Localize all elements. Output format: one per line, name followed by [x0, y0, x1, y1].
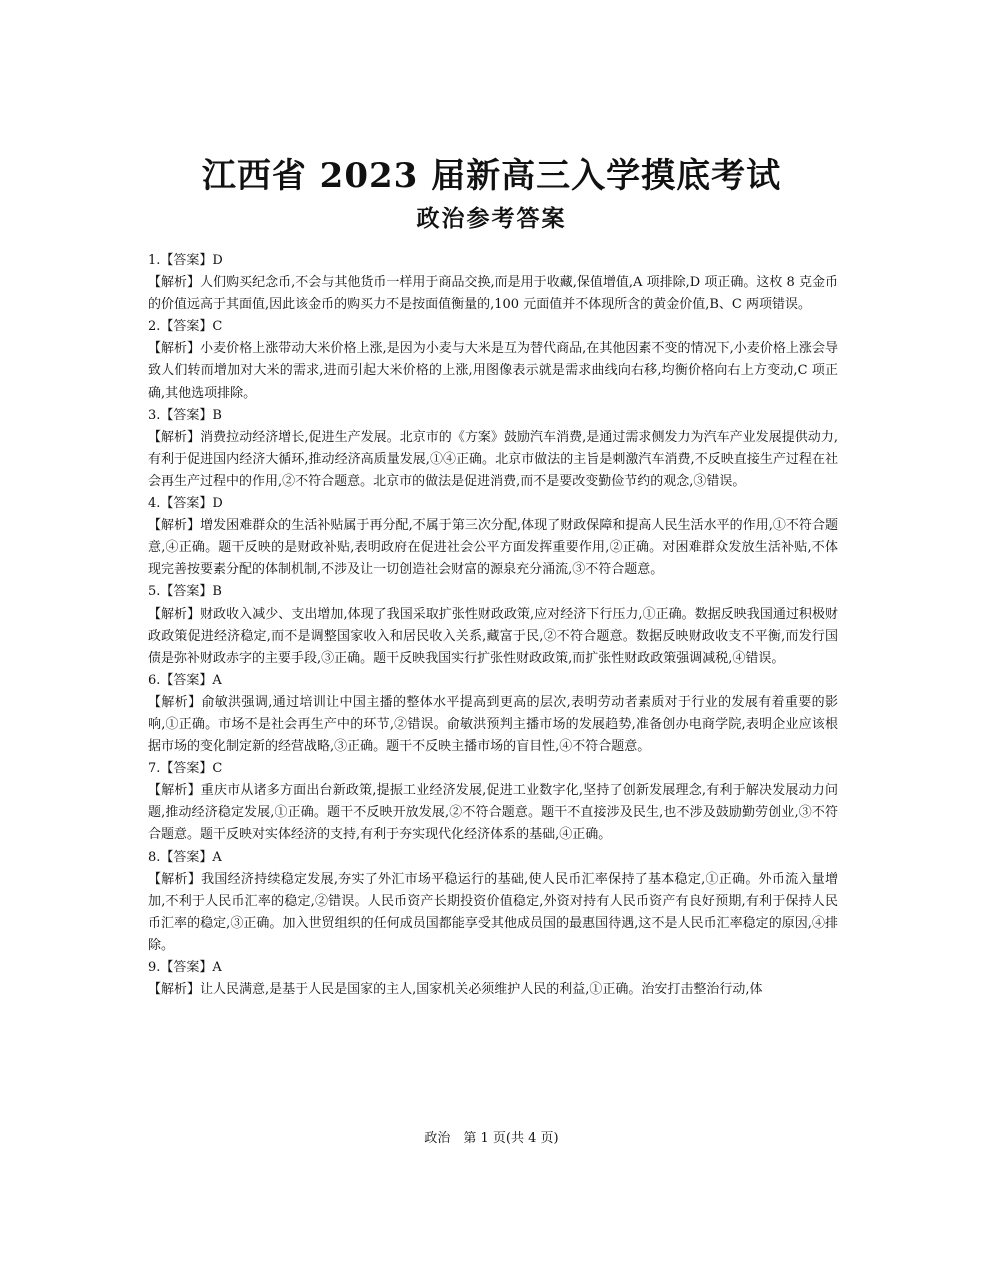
answer-line: 5.【答案】B — [148, 584, 222, 600]
answer-line: 6.【答案】A — [148, 672, 222, 688]
explanation-text: 【解析】增发困难群众的生活补贴属于再分配,不属于第三次分配,体现了财政保障和提高人民生活水平的作用,①不符合题意,④正确。题干反映的是财政补贴,表明政府在促进社会公平方面发挥重要作用,②正确。对困难群众发放生活补贴,不体现完善按要素分配的体制机制,不涉及让一切创造社会财富的源泉充分涌流,③不符合题意。 — [148, 518, 838, 578]
answer-list — [148, 250, 838, 1001]
explanation-text: 【解析】小麦价格上涨带动大米价格上涨,是因为小麦与大米是互为替代商品,在其他因素不变的情况下,小麦价格上涨会导致人们转而增加对大米的需求,进而引起大米价格的上涨,用图像表示就是需求曲线向右移,均衡价格向右上方变动,C 项正确,其他选项排除。 — [148, 341, 838, 401]
question-item-7 — [148, 758, 838, 846]
answer-line: 1.【答案】D — [148, 253, 223, 268]
answer-line: 2.【答案】C — [148, 319, 223, 335]
answer-line: 7.【答案】C — [148, 761, 223, 777]
answer-line: 4.【答案】D — [148, 496, 223, 512]
answer-line: 3.【答案】B — [148, 407, 222, 423]
explanation-text: 【解析】我国经济持续稳定发展,夯实了外汇市场平稳运行的基础,使人民币汇率保持了基本稳定,①正确。外币流入量增加,不利于人民币汇率的稳定,②错误。人民币资产长期投资价值稳定,外资对持有人民币资产有良好预期,有利于保持人民币汇率的稳定,③正确。加入世贸组织的任何成员国都能享受其他成员国的最惠国待遇,这不是人民币汇率稳定的原因,④排除。 — [148, 871, 838, 953]
document-subtitle: 政治参考答案 — [416, 205, 567, 232]
explanation-text: 【解析】重庆市从诸多方面出台新政策,提振工业经济发展,促进工业数字化,坚持了创新发展理念,有利于解决发展动力问题,推动经济稳定发展,①正确。题干不反映开放发展,②不符合题意。题干不直接涉及民生,也不涉及鼓励勤劳创业,③不符合题意。题干反映对实体经济的支持,有利于夯实现代化经济体系的基础,④正确。 — [148, 783, 838, 843]
question-item-9 — [148, 957, 838, 1001]
answer-line: 9.【答案】A — [148, 960, 222, 975]
answer-line: 8.【答案】A — [148, 849, 222, 865]
question-item-6 — [148, 670, 838, 758]
explanation-text: 【解析】让人民满意,是基于人民是国家的主人,国家机关必须维护人民的利益,①正确。治安打击整治行动,体 — [148, 982, 763, 998]
explanation-text: 【解析】财政收入减少、支出增加,体现了我国采取扩张性财政政策,应对经济下行压力,①正确。数据反映我国通过积极财政政策促进经济稳定,而不是调整国家收入和居民收入关系,藏富于民,②不符合题意。数据反映财政收支不平衡,而发行国债是弥补财政赤字的主要手段,③正确。题干反映我国实行扩张性财政政策,而扩张性财政政策强调减税,④错误。 — [148, 606, 838, 666]
question-item-8 — [148, 847, 838, 957]
explanation-text: 【解析】人们购买纪念币,不会与其他货币一样用于商品交换,而是用于收藏,保值增值,A 项排除,D 项正确。这枚 8 克金币的价值远高于其面值,因此该金币的购买力不是按面值衡量的,100 元面值并不体现所含的黄金价值,B、C 两项错误。 — [148, 275, 838, 313]
explanation-text: 【解析】俞敏洪强调,通过培训让中国主播的整体水平提高到更高的层次,表明劳动者素质对于行业的发展有着重要的影响,①正确。市场不是社会再生产中的环节,②错误。俞敏洪预判主播市场的发展趋势,准备创办电商学院,表明企业应该根据市场的变化制定新的经营战略,③正确。题干不反映主播市场的盲目性,④不符合题意。 — [148, 694, 838, 755]
question-item-1 — [148, 250, 838, 316]
explanation-text: 【解析】消费拉动经济增长,促进生产发展。北京市的《方案》鼓励汽车消费,是通过需求侧发力为汽车产业发展提供动力,有利于促进国内经济大循环,推动经济高质量发展,①④正确。北京市做法的主旨是刺激汽车消费,不反映直接生产过程在社会再生产过程中的作用,②不符合题意。北京市的做法是促进消费,而不是要改变勤俭节约的观念,③错误。 — [148, 429, 838, 489]
question-item-2 — [148, 316, 838, 404]
document-title: 江西省 2023 届新高三入学摸底考试 — [201, 156, 782, 196]
question-item-3 — [148, 405, 838, 493]
page-footer: 政治 第 1 页(共 4 页) — [424, 1131, 559, 1146]
question-item-5 — [148, 581, 838, 669]
question-item-4 — [148, 493, 838, 581]
